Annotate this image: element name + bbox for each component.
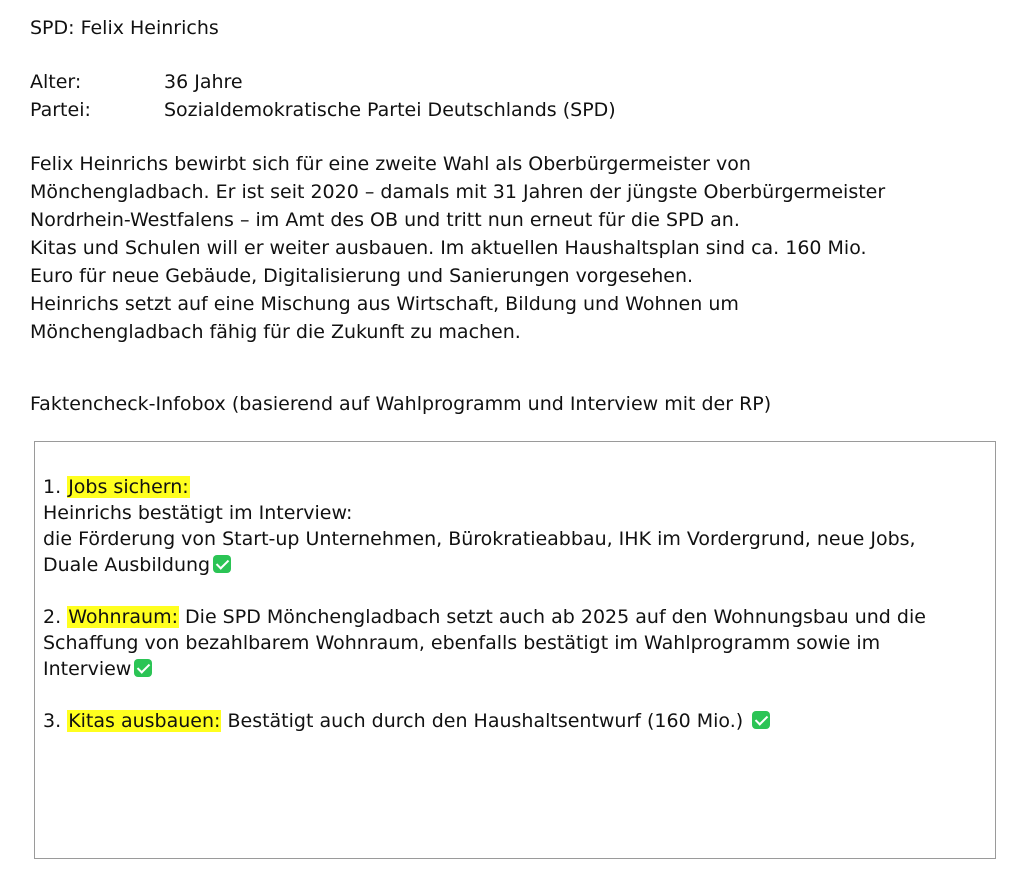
check-mark-icon	[134, 659, 152, 677]
item-line: Schaffung von bezahlbarem Wohnraum, ebenfalls bestätigt im Wahlprogramm sowie im	[43, 632, 881, 654]
item-number: 2.	[43, 606, 62, 628]
fact-item-kitas	[43, 708, 987, 734]
item-text: Die SPD Mönchengladbach setzt auch ab 2025 auf den Wohnungsbau und die	[185, 606, 926, 628]
document	[30, 14, 1000, 418]
item-line	[43, 552, 987, 578]
paragraph-line: Kitas und Schulen will er weiter ausbauen. Im aktuellen Haushaltsplan sind ca. 160 Mio.	[30, 237, 867, 259]
item-line: die Förderung von Start-up Unternehmen, Bürokratieabbau, IHK im Vordergrund, neue Jobs,	[43, 528, 916, 550]
fact-check-infobox	[34, 441, 996, 859]
check-mark-icon	[752, 711, 770, 729]
check-mark-icon	[213, 555, 231, 573]
page-title: SPD: Felix Heinrichs	[30, 17, 219, 39]
fact-value: Sozialdemokratische Partei Deutschlands (SPD)	[164, 99, 616, 121]
item-line	[43, 708, 987, 734]
fact-key: Partei:	[30, 99, 91, 121]
facts-list	[30, 68, 1000, 124]
fact-row-age	[30, 68, 1000, 96]
item-number: 3.	[43, 710, 62, 732]
item-text: Interview	[43, 658, 132, 680]
paragraph-line: Mönchengladbach. Er ist seit 2020 – damals mit 31 Jahren der jüngste Oberbürgermeister	[30, 181, 886, 203]
fact-item-jobs	[43, 474, 987, 578]
paragraph-line: Euro für neue Gebäude, Digitalisierung und Sanierungen vorgesehen.	[30, 265, 694, 287]
paragraph-line: Mönchengladbach fähig für die Zukunft zu machen.	[30, 321, 521, 343]
fact-key: Alter:	[30, 71, 82, 93]
infobox-heading: Faktencheck-Infobox (basierend auf Wahlprogramm und Interview mit der RP)	[30, 393, 772, 415]
paragraph-line: Nordrhein-Westfalens – im Amt des OB und tritt nun erneut für die SPD an.	[30, 209, 740, 231]
intro-paragraph	[30, 150, 1000, 346]
fact-row-party	[30, 96, 1000, 124]
item-highlight: Jobs sichern:	[68, 476, 189, 498]
item-text: Bestätigt auch durch den Haushaltsentwurf (160 Mio.)	[227, 710, 744, 732]
fact-item-housing	[43, 604, 987, 682]
item-line	[43, 474, 987, 500]
item-line	[43, 656, 987, 682]
item-line: Heinrichs bestätigt im Interview:	[43, 502, 353, 524]
item-number: 1.	[43, 476, 62, 498]
fact-value: 36 Jahre	[164, 71, 243, 93]
item-highlight: Kitas ausbauen:	[68, 710, 221, 732]
paragraph-line: Felix Heinrichs bewirbt sich für eine zweite Wahl als Oberbürgermeister von	[30, 153, 751, 175]
paragraph-line: Heinrichs setzt auf eine Mischung aus Wirtschaft, Bildung und Wohnen um	[30, 293, 739, 315]
item-text: Duale Ausbildung	[43, 554, 211, 576]
item-line	[43, 604, 987, 630]
item-highlight: Wohnraum:	[68, 606, 178, 628]
